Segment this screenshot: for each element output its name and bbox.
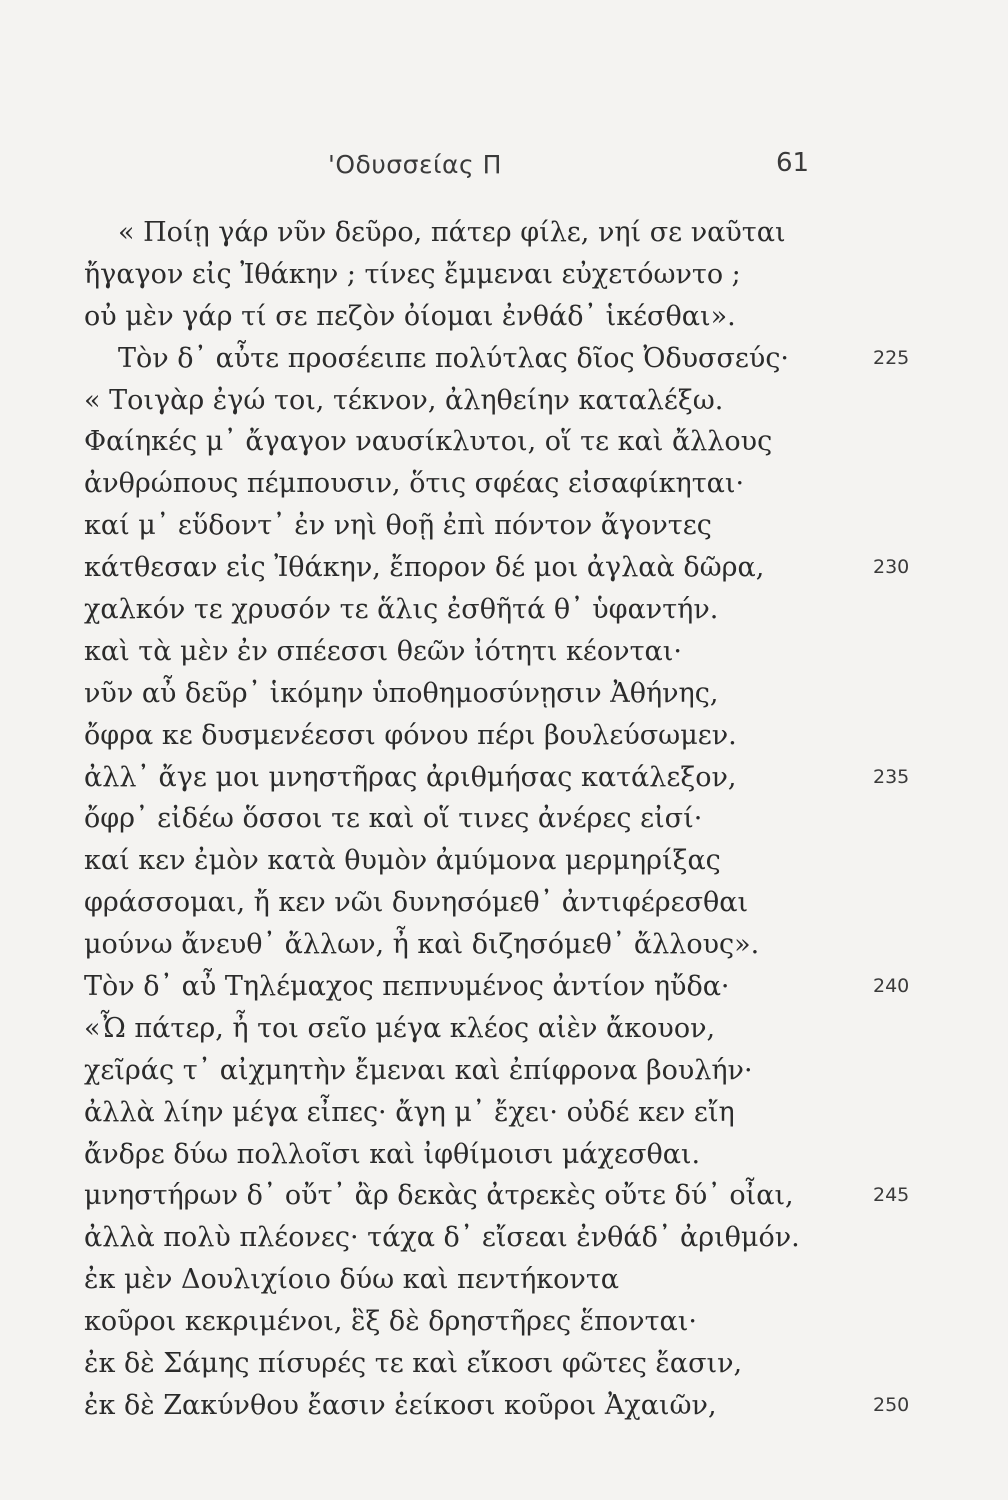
verse-text: « Τοιγὰρ ἐγώ τοι, τέκνον, ἀληθείην καταλέξω. (84, 384, 724, 416)
verse-line (0, 1217, 1008, 1259)
verse-line (0, 212, 1008, 254)
verse-line (0, 1301, 1008, 1343)
verse-line (0, 757, 1008, 799)
verse-line (0, 966, 1008, 1008)
verse-line (0, 840, 1008, 882)
line-number: 250 (873, 1393, 910, 1416)
verse-line (0, 1092, 1008, 1134)
verse-text: κάτθεσαν εἰς Ἰθάκην, ἔπορον δέ μοι ἀγλαὰ δῶρα, (84, 552, 765, 584)
verse-text: φράσσομαι, ἤ κεν νῶι δυνησόμεθ᾽ ἀντιφέρεσθαι (84, 887, 749, 919)
verse-text: « Ποίῃ γάρ νῦν δεῦρο, πάτερ φίλε, νηί σε ναῦται (118, 217, 786, 248)
verse-line (0, 296, 1008, 338)
verse-text: ἤγαγον εἰς Ἰθάκην ; τίνες ἔμμεναι εὐχετόωντο ; (84, 258, 741, 290)
verse-line (0, 1134, 1008, 1176)
verse-line (0, 505, 1008, 547)
verse-line (0, 463, 1008, 505)
verse-line (0, 589, 1008, 631)
verse-text: ἀλλ᾽ ἄγε μοι μνηστῆρας ἀριθμήσας κατάλεξον, (84, 761, 737, 793)
verse-line (0, 254, 1008, 296)
verse-text: νῦν αὖ δεῦρ᾽ ἱκόμην ὑποθημοσύνῃσιν Ἀθήνης, (84, 677, 719, 709)
verse-text: «Ὦ πάτερ, ἦ τοι σεῖο μέγα κλέος αἰὲν ἄκουον, (84, 1012, 716, 1044)
verse-text: καί κεν ἐμὸν κατὰ θυμὸν ἀμύμονα μερμηρίξας (84, 845, 721, 877)
verse-line (0, 1050, 1008, 1092)
verse-text: χεῖράς τ᾽ αἰχμητὴν ἔμεναι καὶ ἐπίφρονα βουλήν· (84, 1054, 753, 1086)
verse-text: ἀλλὰ πολὺ πλέονες· τάχα δ᾽ εἴσεαι ἐνθάδ᾽ ἀριθμόν. (84, 1222, 800, 1254)
verse-line (0, 1175, 1008, 1217)
line-number: 245 (873, 1184, 910, 1207)
verse-line (0, 421, 1008, 463)
verse-text: μούνω ἄνευθ᾽ ἄλλων, ἦ καὶ διζησόμεθ᾽ ἄλλους». (84, 929, 760, 961)
running-title: 'Οδυσσείας Π (328, 150, 502, 179)
verse-line (0, 547, 1008, 589)
verse-text: ἀνθρώπους πέμπουσιν, ὅτις σφέας εἰσαφίκηται· (84, 468, 745, 500)
line-number: 230 (873, 556, 910, 579)
verse-line (0, 1259, 1008, 1301)
verse-text: ἀλλὰ λίην μέγα εἶπες· ἄγη μ᾽ ἔχει· οὐδέ κεν εἴη (84, 1096, 735, 1128)
verse-line (0, 380, 1008, 422)
verse-text: ἐκ δὲ Σάμης πίσυρές τε καὶ εἴκοσι φῶτες ἔασιν, (84, 1348, 743, 1380)
line-number: 225 (873, 346, 910, 369)
line-number: 235 (873, 765, 910, 788)
verse-text: ἐκ δὲ Ζακύνθου ἔασιν ἐείκοσι κοῦροι Ἀχαιῶν, (84, 1389, 717, 1421)
verse-text: χαλκόν τε χρυσόν τε ἅλις ἐσθῆτά θ᾽ ὑφαντήν. (84, 594, 719, 626)
verse-text: ὄφρα κε δυσμενέεσσι φόνου πέρι βουλεύσωμεν. (84, 719, 737, 751)
verse-line (0, 798, 1008, 840)
verse-text: μνηστήρων δ᾽ οὔτ᾽ ἂρ δεκὰς ἀτρεκὲς οὔτε δύ᾽ οἶαι, (84, 1180, 794, 1212)
verse-text: Τὸν δ᾽ αὖ Τηλέμαχος πεπνυμένος ἀντίον ηὔδα· (84, 971, 730, 1003)
verse-text: οὐ μὲν γάρ τί σε πεζὸν ὀίομαι ἐνθάδ᾽ ἱκέσθαι». (84, 300, 736, 332)
verse-line (0, 924, 1008, 966)
verse-text: Φαίηκές μ᾽ ἄγαγον ναυσίκλυτοι, οἵ τε καὶ ἄλλους (84, 426, 773, 458)
verse-line (0, 1008, 1008, 1050)
verse-line (0, 882, 1008, 924)
verse-text: καὶ τὰ μὲν ἐν σπέεσσι θεῶν ἰότητι κέονται· (84, 635, 682, 667)
verse-line (0, 673, 1008, 715)
line-number: 240 (873, 975, 910, 998)
verse-text: κοῦροι κεκριμένοι, ἓξ δὲ δρηστῆρες ἕπονται· (84, 1306, 697, 1338)
verse-line (0, 1343, 1008, 1385)
page-number: 61 (776, 148, 810, 178)
verse-line (0, 338, 1008, 380)
verse-line (0, 631, 1008, 673)
verse-block (0, 212, 1008, 1427)
verse-line (0, 715, 1008, 757)
verse-text: ἄνδρε δύω πολλοῖσι καὶ ἰφθίμοισι μάχεσθαι. (84, 1138, 701, 1170)
verse-text: Τὸν δ᾽ αὖτε προσέειπε πολύτλας δῖος Ὀδυσσεύς· (118, 342, 790, 374)
verse-line (0, 1385, 1008, 1427)
verse-text: ὄφρ᾽ εἰδέω ὅσσοι τε καὶ οἵ τινες ἀνέρες εἰσί· (84, 803, 703, 835)
verse-text: καί μ᾽ εὕδοντ᾽ ἐν νηὶ θοῇ ἐπὶ πόντον ἄγοντες (84, 510, 712, 542)
verse-text: ἐκ μὲν Δουλιχίοιο δύω καὶ πεντήκοντα (84, 1264, 619, 1296)
